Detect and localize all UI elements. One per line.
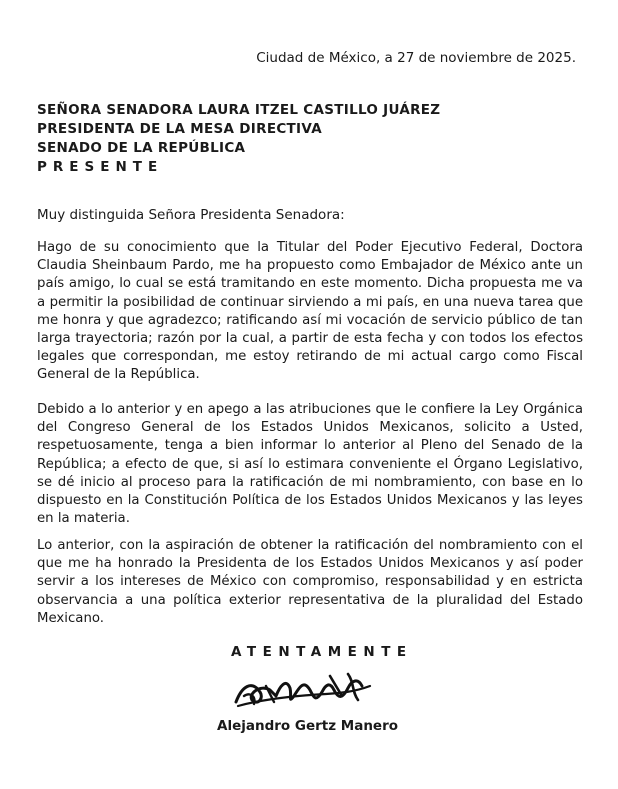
handwritten-signature <box>230 666 380 714</box>
closing: ATENTAMENTE <box>231 644 413 660</box>
recipient-title: PRESIDENTA DE LA MESA DIRECTIVA <box>37 121 322 137</box>
body-paragraph-2: Debido a lo anterior y en apego a las atribuciones que le confiere la Ley Orgánica del Congreso General de los Estados Unidos Mexicanos, solicito a Usted, respetuosamente, tenga a bien informar lo anterior al Pleno del Senado de la República; a efecto de que, si así lo estimara conveniente el Órgano Legislativo, se dé inicio al proceso para la ratificación de mi nombramiento, con base en lo dispuesto en la Constitución Política de los Estados Unidos Mexicanos y las leyes en la materia. <box>37 402 583 527</box>
recipient-present: PRESENTE <box>37 159 164 175</box>
salutation: Muy distinguida Señora Presidenta Senadora: <box>37 207 345 223</box>
recipient-block <box>37 101 440 177</box>
body-paragraph-1: Hago de su conocimiento que la Titular del Poder Ejecutivo Federal, Doctora Claudia Sheinbaum Pardo, me ha propuesto como Embajador de México ante un país amigo, lo cual se está tramitando en este momento. Dicha propuesta me va a permitir la posibilidad de continuar sirviendo a mi país, en una nueva tarea que me honra y que agradezco; ratificando así mi vocación de servicio público de tan larga trayectoria; razón por la cual, a partir de esta fecha y con todos los efectos legales que correspondan, me estoy retirando de mi actual cargo como Fiscal General de la República. <box>37 240 583 383</box>
signer-name: Alejandro Gertz Manero <box>217 718 399 734</box>
recipient-name: SEÑORA SENADORA LAURA ITZEL CASTILLO JUÁREZ <box>37 102 441 118</box>
letter-date: Ciudad de México, a 27 de noviembre de 2025. <box>256 50 576 66</box>
body-paragraph-3: Lo anterior, con la aspiración de obtener la ratificación del nombramiento con el que me ha honrado la Presidenta de los Estados Unidos Mexicanos y así poder servir a los intereses de México con compromiso, responsabilidad y en estricta observancia a una política exterior representativa de la pluralidad del Estado Mexicano. <box>37 538 583 626</box>
recipient-institution: SENADO DE LA REPÚBLICA <box>37 140 246 156</box>
